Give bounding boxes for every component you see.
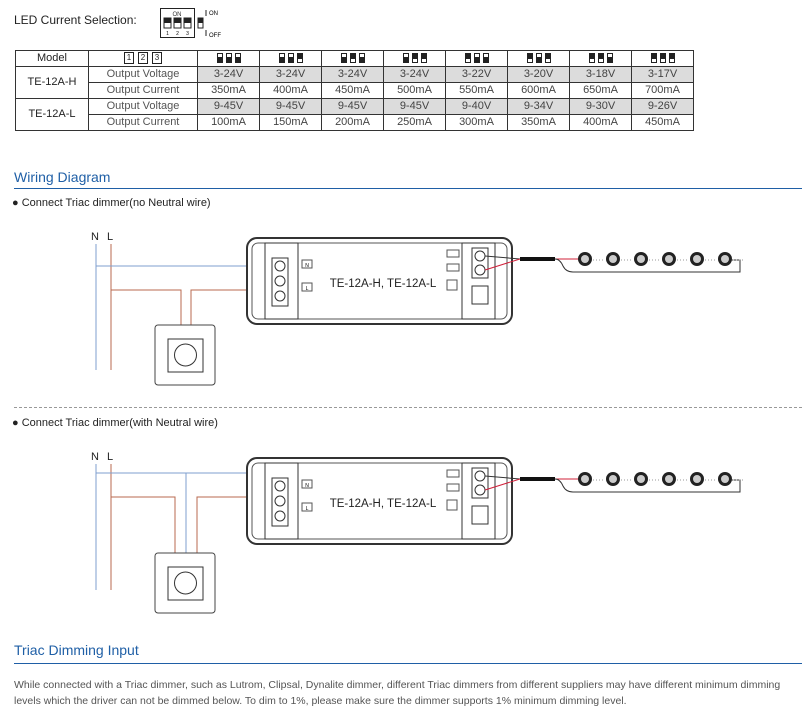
- triac-dimming-text: While connected with a Triac dimmer, such as Lutrom, Clipsal, Dynalite dimmer, different Triac dimmers from different suppliers may have different minimum dimming levels which the driver can not be dimmed below. To dim to 1%, please make sure the dimmer supports 1% minimum dimming level.: [14, 679, 781, 707]
- dip-setting-icon: [217, 53, 241, 63]
- dimmer-icon: [155, 325, 215, 385]
- led-icon: [718, 252, 745, 266]
- driver-unit: [247, 458, 512, 544]
- n-label: N: [91, 231, 99, 243]
- terminal-l-label: L: [305, 286, 309, 292]
- driver-label: TE-12A-H, TE-12A-L: [329, 498, 437, 510]
- voltage-cell: 3-24V: [198, 67, 260, 83]
- current-cell: 700mA: [632, 83, 694, 99]
- voltage-cell: 3-24V: [384, 67, 446, 83]
- led-icon: [662, 472, 689, 486]
- led-cable: [520, 477, 555, 481]
- current-cell: 250mA: [384, 115, 446, 131]
- wiring-diagram-title: Wiring Diagram: [14, 169, 111, 185]
- legend-on-text: ON: [209, 11, 218, 17]
- dashed-divider: [14, 407, 802, 408]
- led-icon: [578, 252, 605, 266]
- n-label: N: [91, 451, 99, 463]
- current-cell: 150mA: [260, 115, 322, 131]
- dimmer-icon: [155, 553, 215, 613]
- terminal-n-label: N: [305, 483, 309, 489]
- voltage-label: Output Voltage: [89, 99, 198, 115]
- model-name: TE-12A-H: [16, 67, 89, 99]
- led-cable: [520, 257, 555, 261]
- voltage-cell: 3-18V: [570, 67, 632, 83]
- dip-setting-icon: [341, 53, 365, 63]
- current-label: Output Current: [89, 115, 198, 131]
- wiring-diagram-with-neutral: [0, 440, 808, 620]
- current-cell: 400mA: [570, 115, 632, 131]
- current-cell: 350mA: [198, 83, 260, 99]
- dip-setting-icon: [465, 53, 489, 63]
- legend-off-text: OFF: [209, 33, 221, 39]
- terminal-n-label: N: [305, 263, 309, 269]
- switch-number: 3: [152, 52, 162, 64]
- current-cell: 650mA: [570, 83, 632, 99]
- dip-setting-icon: [589, 53, 613, 63]
- dip-setting-icon: [527, 53, 551, 63]
- switch-number: 1: [124, 52, 134, 64]
- divider: [14, 188, 802, 189]
- dip-setting-icon: [279, 53, 303, 63]
- current-cell: 350mA: [508, 115, 570, 131]
- led-icon: [578, 472, 605, 486]
- table-row: [16, 83, 694, 99]
- voltage-cell: 3-22V: [446, 67, 508, 83]
- current-label: Output Current: [89, 83, 198, 99]
- voltage-cell: 9-45V: [198, 99, 260, 115]
- table-row: [16, 115, 694, 131]
- current-cell: 100mA: [198, 115, 260, 131]
- led-current-selection-label: LED Current Selection:: [14, 13, 137, 27]
- diagram1-caption: ● Connect Triac dimmer(no Neutral wire): [12, 197, 211, 209]
- current-cell: 550mA: [446, 83, 508, 99]
- header-model: Model: [16, 51, 89, 67]
- current-cell: 300mA: [446, 115, 508, 131]
- dip-on-text: ON: [172, 12, 182, 18]
- l-label: L: [107, 231, 114, 243]
- voltage-cell: 9-26V: [632, 99, 694, 115]
- voltage-cell: 9-34V: [508, 99, 570, 115]
- voltage-cell: 3-24V: [260, 67, 322, 83]
- voltage-cell: 9-30V: [570, 99, 632, 115]
- switch-number: 3: [186, 31, 189, 37]
- current-cell: 600mA: [508, 83, 570, 99]
- current-cell: 400mA: [260, 83, 322, 99]
- current-cell: 450mA: [322, 83, 384, 99]
- l-label: L: [107, 451, 114, 463]
- table-header-row: [16, 51, 694, 67]
- diagram2-caption: ● Connect Triac dimmer(with Neutral wire): [12, 417, 218, 429]
- table-row: [16, 99, 694, 115]
- led-icon: [718, 472, 745, 486]
- divider: [14, 663, 802, 664]
- driver-label: TE-12A-H, TE-12A-L: [329, 278, 437, 290]
- switch-number: 2: [138, 52, 148, 64]
- led-icon: [690, 252, 717, 266]
- led-icon: [690, 472, 717, 486]
- voltage-cell: 9-40V: [446, 99, 508, 115]
- dip-setting-icon: [651, 53, 675, 63]
- triac-dimming-title: Triac Dimming Input: [14, 642, 139, 658]
- model-name: TE-12A-L: [16, 99, 89, 131]
- led-icon: [662, 252, 689, 266]
- dip-setting-icon: [403, 53, 427, 63]
- terminal-l-label: L: [305, 506, 309, 512]
- led-icon: [634, 472, 661, 486]
- voltage-cell: 3-17V: [632, 67, 694, 83]
- voltage-cell: 9-45V: [322, 99, 384, 115]
- table-row: [16, 67, 694, 83]
- led-icon: [606, 472, 633, 486]
- switch-number: 1: [166, 31, 169, 37]
- driver-unit: [247, 238, 512, 324]
- current-cell: 200mA: [322, 115, 384, 131]
- led-current-table: [15, 50, 694, 131]
- switch-number: 2: [176, 31, 179, 37]
- voltage-cell: 3-20V: [508, 67, 570, 83]
- voltage-cell: 9-45V: [260, 99, 322, 115]
- wiring-diagram-no-neutral: [0, 220, 808, 400]
- current-cell: 500mA: [384, 83, 446, 99]
- led-icon: [606, 252, 633, 266]
- voltage-cell: 9-45V: [384, 99, 446, 115]
- voltage-label: Output Voltage: [89, 67, 198, 83]
- current-cell: 450mA: [632, 115, 694, 131]
- led-icon: [634, 252, 661, 266]
- header-switch-numbers: [89, 51, 198, 67]
- dip-switch-legend-icon: [160, 8, 224, 40]
- voltage-cell: 3-24V: [322, 67, 384, 83]
